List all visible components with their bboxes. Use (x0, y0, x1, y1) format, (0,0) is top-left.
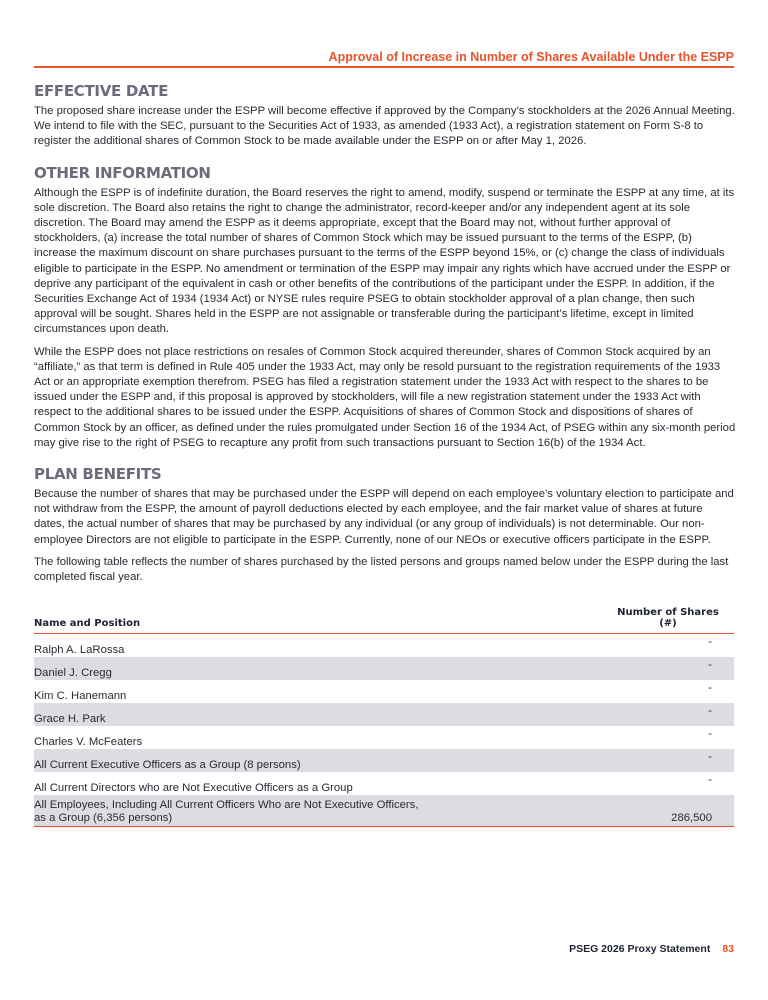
paragraph: The following table reflects the number of shares purchased by the listed persons and groups named below under the ESPP during the last completed fiscal year. (34, 555, 729, 584)
row-shares: 286,500 (608, 795, 734, 827)
row-shares: - (708, 682, 712, 695)
row-shares: - (608, 703, 734, 726)
column-header-shares: Number of Shares (#) (608, 607, 734, 634)
running-header-title: Approval of Increase in Number of Shares Available Under the ESPP (328, 50, 734, 64)
row-shares: - (708, 774, 712, 787)
row-shares: - (708, 636, 712, 649)
section-heading: EFFECTIVE DATE (34, 82, 169, 100)
section-effective-date (34, 82, 736, 150)
table-row (34, 795, 734, 827)
table-row (34, 680, 734, 703)
row-name: Daniel J. Cregg (34, 657, 608, 680)
section-plan-benefits (34, 465, 736, 827)
section-other-information (34, 164, 736, 451)
table-row (34, 726, 734, 749)
page-footer (569, 943, 734, 955)
row-name: Charles V. McFeaters (34, 736, 143, 749)
page-number: 83 (722, 943, 734, 955)
row-shares: - (608, 657, 734, 680)
row-name: All Current Directors who are Not Executive Officers as a Group (34, 782, 353, 795)
row-shares: - (708, 728, 712, 741)
table-row (34, 634, 734, 658)
row-shares: - (608, 749, 734, 772)
paragraph: Because the number of shares that may be purchased under the ESPP will depend on each employee’s voluntary election to participate and not withdraw from the ESPP, the amount of payroll deductions elected by each employee, and the fair market value of shares at future dates, the actual number of shares that may be purchased by any individual (or any group of individuals) is not determinable. Our non-employee Directors are not eligible to participate in the ESPP. Currently, none of our NEOs or executive officers participate in the ESPP. (34, 488, 734, 546)
row-name: All Employees, Including All Current Officers Who are Not Executive Officers, as a Group (6,356 persons) (34, 795, 608, 827)
row-name: Ralph A. LaRossa (34, 644, 125, 657)
table-row (34, 703, 734, 726)
plan-benefits-table (34, 607, 734, 827)
running-header (34, 48, 734, 68)
row-name: Kim C. Hanemann (34, 690, 127, 703)
section-heading: PLAN BENEFITS (34, 465, 162, 484)
paragraph: Although the ESPP is of indefinite duration, the Board reserves the right to amend, modify, suspend or terminate the ESPP at any time, at its sole discretion. The Board also retains the right to change the administrator, record-keeper and/or any independent agent at its sole discretion. The Board may amend the ESPP as it deems appropriate, except that the Board may not, without further approval of stockholders, (a) increase the total number of shares of Common Stock which may be issued pursuant to the terms of the ESPP, (b) increase the maximum discount on share purchases pursuant to the terms of the ESPP beyond 15%, or (c) change the class of individuals eligible to participate in the ESPP. No amendment or termination of the ESPP may impair any rights which have accrued under the ESPP or deprive any participant of the equivalent in cash or other benefits of the contributions of the participant under the ESPP. In addition, if the Securities Exchange Act of 1934 (1934 Act) or NYSE rules require PSEG to obtain stockholder approval of a plan change, then such approval will be sought. Shares held in the ESPP are not assignable or transferable during the participant’s lifetime, except in limited circumstances upon death. (34, 186, 735, 336)
table-row (34, 772, 734, 795)
section-heading: OTHER INFORMATION (34, 163, 211, 182)
row-name: Grace H. Park (34, 703, 608, 726)
paragraph: While the ESPP does not place restrictions on resales of Common Stock acquired thereunder, shares of Common Stock acquired by an “affiliate,” as that term is defined in Rule 405 under the 1933 Act, may only be resold pursuant to the registration requirements of the 1933 Act or an appropriate exemption therefrom. PSEG has filed a registration statement under the 1933 Act with respect to the shares to be issued under the ESPP and, if this proposal is approved by stockholders, will file a new registration statement under the 1933 Act with respect to the additional shares to be issued under the ESPP. Acquisitions of shares of Common Stock and dispositions of shares of Common Stock by an officer, as defined under the rules promulgated under Section 16 of the 1934 Act, of PSEG within any six-month period may give rise to the right of PSEG to recapture any profit from such transactions pursuant to Section 16(b) of the 1934 Act. (34, 345, 736, 449)
page-content (34, 82, 736, 841)
column-header-name: Name and Position (34, 607, 608, 634)
table-row (34, 749, 734, 772)
table-row (34, 657, 734, 680)
footer-document-title: PSEG 2026 Proxy Statement (569, 943, 711, 955)
paragraph: The proposed share increase under the ESPP will become effective if approved by the Company’s stockholders at the 2026 Annual Meeting. We intend to file with the SEC, pursuant to the Securities Act of 1933, as amended (1933 Act), a registration statement on Form S-8 to register the additional shares of Common Stock to be made available under the ESPP on or after May 1, 2026. (34, 105, 735, 148)
row-name: All Current Executive Officers as a Group (8 persons) (34, 749, 608, 772)
